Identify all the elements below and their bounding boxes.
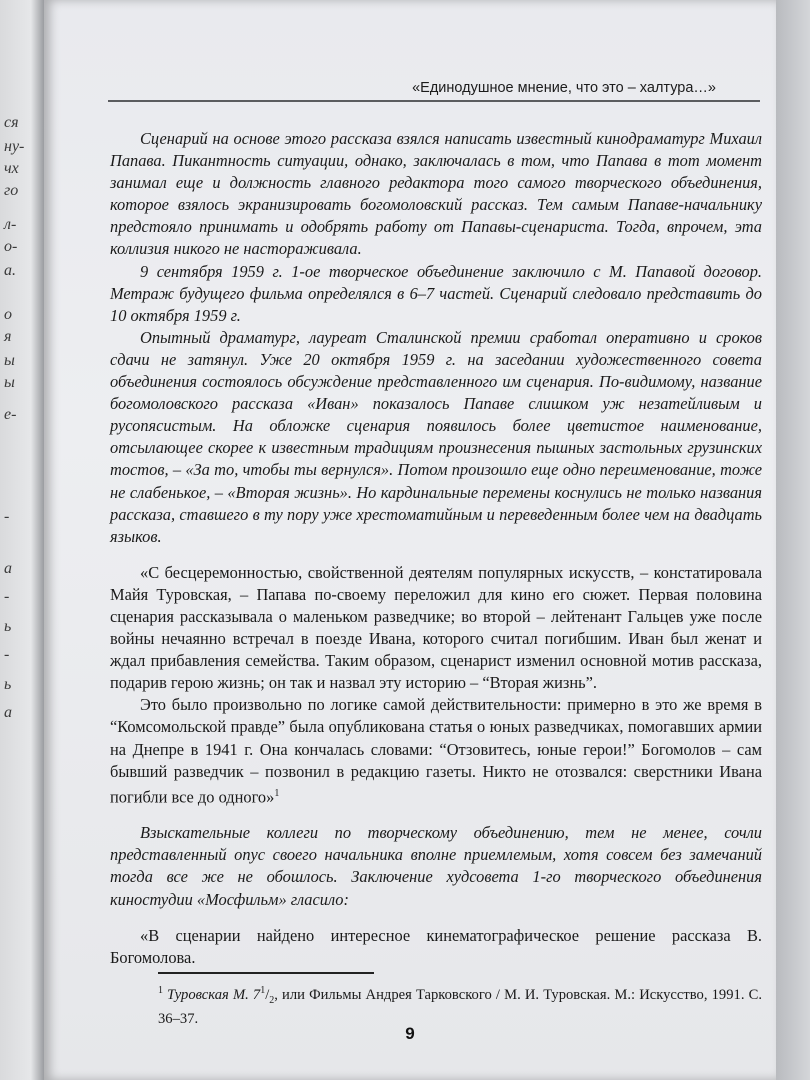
footnote-rule bbox=[158, 972, 374, 974]
left-page-fragment: ь bbox=[4, 676, 12, 693]
paragraph: Сценарий на основе этого рассказа взялся написать известный кинодраматург Михаил Папава. Пикантность ситуации, однако, заключалась в том, что Папава в тот момент занимал еще и должность главного редактора того самого творческого объединения, которое взялось экранизировать богомоловский рассказ. Тем самым Папаве-начальнику предстояло принимать и одобрять работу от Папавы-сценариста. Тогда, впрочем, эта коллизия никого не настораживала. bbox=[110, 129, 762, 259]
footnote-number: 1 bbox=[158, 985, 163, 996]
left-page-fragment: - bbox=[4, 508, 10, 525]
left-page-fragment: ну- bbox=[4, 138, 25, 155]
quote-paragraph: «С бесцеремонностью, свойственной деятелям популярных искусств, – констатировала Майя Туровская, – Папава по-своему переложил для кино его сюжет. Первая половина сценария рассказывала о маленьком разведчике; во второй – лейтенант Гальцев уже после войны нечаянно встречал в поезде Ивана, которого считал погибшим. Иван был женат и ждал прибавления семейства. Таким образом, сценарист изменил основной мотив рассказа, подарив герою жизнь; он так и назвал эту историю – “Вторая жизнь”. bbox=[110, 562, 762, 693]
quote-paragraph bbox=[110, 694, 762, 808]
left-page-fragment: л- bbox=[4, 216, 17, 233]
running-head: «Единодушное мнение, что это – халтура…» bbox=[412, 80, 716, 96]
paragraph: 9 сентября 1959 г. 1-ое творческое объединение заключило с М. Папавой договор. Метраж будущего фильма определялся в 6–7 частей. Сценарий следовало представить до 10 октября 1959 г. bbox=[110, 261, 762, 325]
left-page-edge bbox=[0, 0, 44, 1080]
footnote-author: Туровская М. 7 bbox=[167, 986, 261, 1003]
left-page-fragment: - bbox=[4, 646, 10, 663]
footnote-reference: 1 bbox=[274, 787, 280, 799]
page-number: 9 bbox=[405, 1024, 415, 1043]
paragraph: Взыскательные коллеги по творческому объединению, тем не менее, сочли представленный опус своего начальника вполне приемлемым, хотя совсем без замечаний тогда все же не обошлось. Заключение худсовета 1-го творческого объединения киностудии «Мосфильм» гласило: bbox=[110, 823, 762, 909]
footnote-fraction-num: 1 bbox=[260, 985, 266, 996]
footnote-text: , или Фильмы Андрея Тарковского / М. И. Туровская. М.: Искусство, 1991. С. 36–37. bbox=[158, 986, 762, 1028]
header-rule bbox=[108, 100, 760, 102]
left-page-fragment: го bbox=[4, 182, 19, 199]
footnote-fraction-den: 2 bbox=[269, 994, 275, 1006]
left-page-fragment: - bbox=[4, 588, 10, 605]
left-page-fragment: о bbox=[4, 306, 12, 323]
left-page-fragment: о- bbox=[4, 238, 18, 255]
left-page-fragment: я bbox=[4, 328, 12, 345]
left-page-fragment: е- bbox=[4, 406, 17, 423]
left-page-fragment: а bbox=[4, 704, 12, 721]
left-page-fragment: ь bbox=[4, 618, 12, 635]
footnote: $^1$ Туровская М. $7^1/_2$, или Фильмы Андрея Тарковского / М. И. Туровская. М.: Искусство, 1991. С. 36–37. bbox=[158, 985, 762, 1028]
background-edge bbox=[776, 0, 810, 1080]
quote-text: Это было произвольно по логике самой действительности: примерно в это же время в “Комсомольской правде” была опубликована статья о юных разведчиках, помогавших армии на Днепре в 1941 г. Она кончалась словами: “Отзовитесь, юные герои!” Богомолов – сам бывший разведчик – позвонил в редакцию газеты. Никто не отозвался: сверстники Ивана погибли все до одного» bbox=[110, 695, 762, 807]
left-page-fragment: ы bbox=[4, 374, 15, 391]
quote-paragraph: «В сценарии найдено интересное кинематографическое решение рассказа В. Богомолова. bbox=[110, 925, 762, 967]
left-page-fragment: чх bbox=[4, 160, 19, 177]
paragraph: Опытный драматург, лауреат Сталинской премии сработал оперативно и сроков сдачи не затянул. Уже 20 октября 1959 г. на заседании художественного совета объединения состоялось обсуждение представленного им сценария. По-видимому, название богомоловского рассказа «Иван» показалось Папаве слишком уж незатейливым и русопясистым. На обложке сценария появилось более цветистое наименование, отсылающее скорее к известным традициям произнесения пышных застольных грузинских тостов, – «За то, чтобы ты вернулся». Потом произошло еще одно переименование, тоже не слабенькое, – «Вторая жизнь». Но кардинальные перемены коснулись не только названия рассказа, ставшего в ту пору уже хрестоматийным и переведенным более чем на двадцать языков. bbox=[110, 327, 762, 546]
left-page-fragment: ы bbox=[4, 352, 15, 369]
left-page-fragment: а. bbox=[4, 262, 16, 279]
left-page-fragment: ся bbox=[4, 114, 19, 131]
left-page-fragment: а bbox=[4, 560, 12, 577]
body-text bbox=[110, 128, 762, 969]
book-page bbox=[44, 0, 776, 1080]
